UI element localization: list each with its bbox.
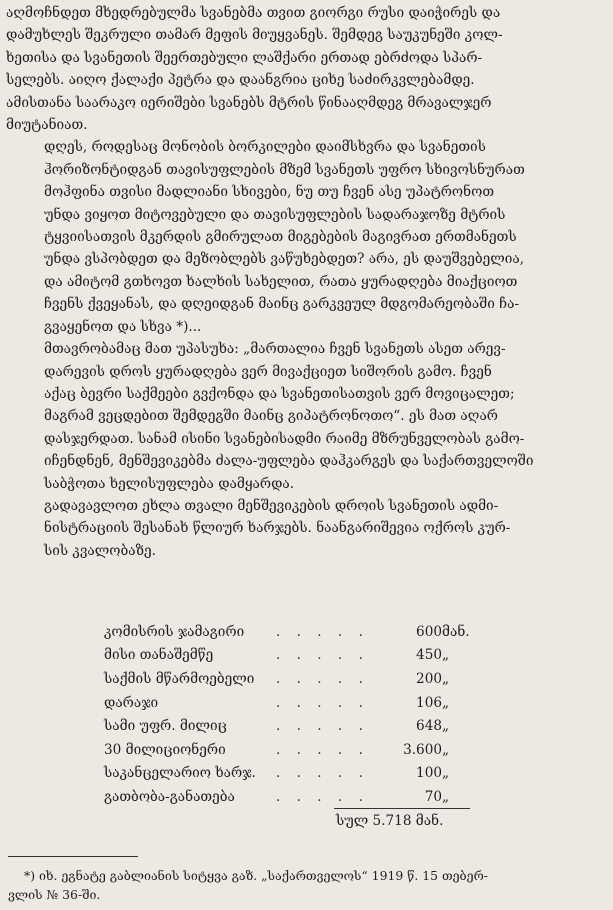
budget-row xyxy=(104,762,482,786)
text-line: და ამიტომ გთხოვთ ხალხის სახელით, რათა ყურადღება მიაქციოთ xyxy=(44,273,518,290)
budget-row xyxy=(104,714,482,738)
footnote xyxy=(8,866,604,904)
budget-unit: „ xyxy=(442,765,450,782)
budget-amount: 3.600 xyxy=(403,741,442,758)
text-line: მიუტანიათ. xyxy=(6,117,88,134)
footnote-line: ვლის № 36-ში. xyxy=(8,887,101,902)
leader-dots: . . . . . xyxy=(276,670,369,687)
paragraph xyxy=(6,338,606,495)
paragraph xyxy=(6,136,606,338)
leader-dots: . . . . . xyxy=(276,765,369,782)
text-line: გვაყენოთ და სხვა *)... xyxy=(44,318,202,335)
text-line: ჩვენს ქვეყანას, და დღეიდგან მაინც გარკვეულ მდგომარეობაში ჩა- xyxy=(44,296,520,313)
text-line: ჰორიზონტიდგან თავისუფლების მზემ სვანეთს უფრო სხივოსნურათ xyxy=(44,161,525,178)
text-line: სელებს. აიღო ქალაქი პეტრა და დაანგრია ციხე საძირკვლებამდე. xyxy=(6,72,475,89)
budget-item: საქმის მწარმოებელი xyxy=(104,670,255,687)
budget-unit: „ xyxy=(442,670,450,687)
budget-unit: „ xyxy=(442,741,450,758)
text-line: გადავავლოთ ეხლა თვალი მენშევიკების დროის სვანეთის ადმი- xyxy=(44,497,499,514)
leader-dots: . . . . . xyxy=(276,741,369,758)
text-line: უნდა ვიყოთ მიტოვებული და თავისუფლების სადარაჯოზე მტრის xyxy=(44,206,506,223)
budget-row xyxy=(104,738,482,762)
budget-row xyxy=(104,785,482,809)
text-line: აქაც ბევრი საქმეები გვქონდა და სვანეთისათვის ვერ მოვიცალეთ; xyxy=(44,385,515,402)
budget-amount: 450 xyxy=(416,647,442,664)
leader-dots: . . . . . xyxy=(276,623,369,640)
text-line: ტყვიისათვის მკერდის გმირულათ მიგებების მაგივრათ ერთმანეთს xyxy=(44,229,517,246)
text-line: უნდა ვსპობდეთ და მეზობლებს ვაწუხებდეთ? არა, ეს დაუშვებელია, xyxy=(44,251,525,268)
budget-amount: 106 xyxy=(416,694,442,711)
budget-unit: „ xyxy=(442,788,450,805)
budget-amount: 600 xyxy=(416,623,442,640)
text-line: იჩენდნენ, მენშევიკებმა ძალა-უფლება დაჰკარგეს და საქართველოში xyxy=(44,453,534,470)
body-text xyxy=(6,2,606,562)
budget-amount: 70 xyxy=(424,788,442,805)
budget-item: კომისრის ჯამაგირი xyxy=(104,623,245,640)
sum-rule xyxy=(334,808,470,809)
budget-item: საკანცელარიო ხარჯ. xyxy=(104,765,256,782)
budget-unit: მან. xyxy=(442,623,470,640)
budget-item: დარაჯი xyxy=(104,694,159,711)
budget-item: გათბობა-განათება xyxy=(104,788,235,805)
budget-row xyxy=(104,691,482,715)
text-line: დასჯერდათ. სანამ ისინი სვანებისადმი რაიმე მზრუნველობას გამო- xyxy=(44,430,525,447)
budget-amount: 200 xyxy=(416,670,442,687)
leader-dots: . . . . . xyxy=(276,647,369,664)
budget-item: 30 მილიციონერი xyxy=(104,741,226,758)
paragraph xyxy=(6,2,606,136)
text-line: დარევის დროს ყურადღება ვერ მივაქციეთ სიშორის გამო. ჩვენ xyxy=(44,363,492,380)
text-line: მთავრობამაც მათ უპასუხა: „მართალია ჩვენ სვანეთს ასეთ არევ- xyxy=(44,341,506,358)
text-line: ხეთისა და სვანეთის შეერთებული ლაშქარი ერთად ებრძოდა სპარ- xyxy=(6,49,483,66)
text-line: მოჰფინა თვისი მადლიანი სხივები, ნუ თუ ჩვენ ასე უპატრონოთ xyxy=(44,184,495,201)
budget-item: სამი უფრ. მილიც xyxy=(104,718,227,735)
leader-dots: . . . . . xyxy=(276,718,369,735)
budget-unit: „ xyxy=(442,647,450,664)
budget-item: მისი თანაშემწე xyxy=(104,647,214,664)
budget-amount: 648 xyxy=(416,718,442,735)
leader-dots: . . . . . xyxy=(276,788,369,805)
text-line: დამუხლეს შეკრული თამარ მეფის მიუყვანეს. შემდეგ საუკუნეში კოლ- xyxy=(6,27,503,44)
text-line: მაგრამ ვეცდებით შემდეგში მაინც გიპატრონოთო“. ეს მათ აღარ xyxy=(44,408,498,425)
paragraph xyxy=(6,495,606,562)
budget-total: სულ 5.718 მან. xyxy=(336,813,444,829)
text-line: აღმოჩნდეთ მხედრებულმა სვანებმა თვით გიორგი რუსი დაიჭირეს და xyxy=(6,5,501,21)
leader-dots: . . . . . xyxy=(276,694,369,711)
budget-amount: 100 xyxy=(416,765,442,782)
budget-unit: „ xyxy=(442,694,450,711)
budget-row xyxy=(104,667,482,691)
footnote-line: *) იხ. ეგნატე გაბლიანის სიტყვა გაზ. „საქართველოს“ 1919 წ. 15 თებერ- xyxy=(24,868,488,883)
budget-unit: „ xyxy=(442,718,450,735)
text-line: დღეს, როდესაც მონობის ბორკილები დაიმსხვრა და სვანეთის xyxy=(44,139,486,156)
text-line: ნისტრაციის შესანახ წლიურ ხარჯებს. ნაანგარიშევია ოქროს კურ- xyxy=(44,520,511,537)
budget-row xyxy=(104,644,482,668)
text-line: საბჭოთა ხელისუფლება დამყარდა. xyxy=(44,475,295,492)
budget-table xyxy=(104,620,482,809)
text-line: სის კვალობაზე. xyxy=(44,542,156,559)
budget-row xyxy=(104,620,482,644)
footnote-rule xyxy=(8,856,138,857)
text-line: ამისთანა საარაკო იერიშები სვანებს მტრის წინააღმდეგ მრავალჯერ xyxy=(6,94,492,111)
